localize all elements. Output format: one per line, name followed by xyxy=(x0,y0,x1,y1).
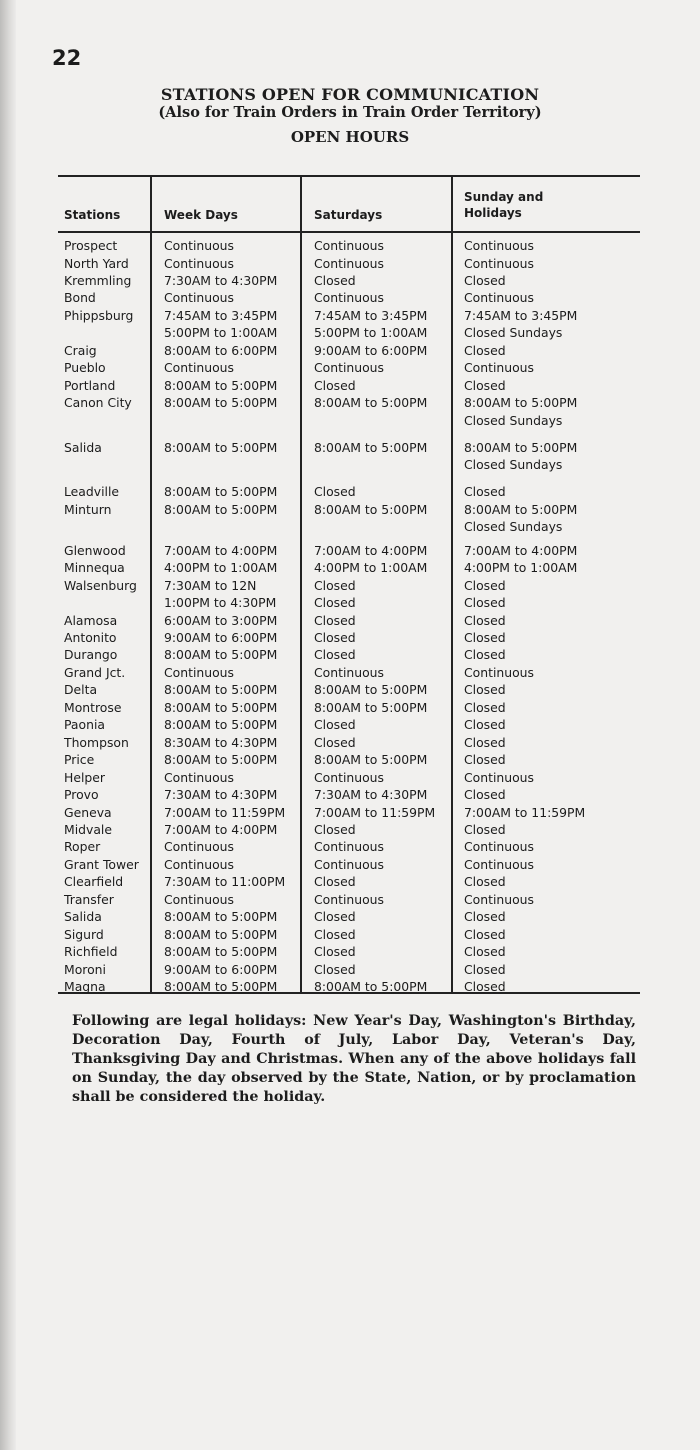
cell-station: Clearfield xyxy=(64,874,124,890)
table-row xyxy=(58,237,640,255)
cell-sunday-holidays: Continuous xyxy=(464,839,534,855)
table-row xyxy=(58,646,640,664)
cell-saturdays: 7:00AM to 11:59PM xyxy=(314,804,436,820)
cell-saturdays: Closed xyxy=(314,595,356,611)
cell-station: Minturn xyxy=(64,501,112,517)
cell-week-days: 6:00AM to 3:00PM xyxy=(164,612,278,628)
table-row xyxy=(58,699,640,717)
cell-week-days: 8:00AM to 5:00PM xyxy=(164,439,278,455)
cell-sunday-holidays: Closed xyxy=(464,822,506,838)
cell-sunday-holidays: Closed xyxy=(464,979,506,995)
cell-station: Grand Jct. xyxy=(64,664,126,680)
header-stations: Stations xyxy=(64,208,121,222)
cell-sunday-holidays: Closed xyxy=(464,342,506,358)
cell-sunday-holidays: Closed xyxy=(464,273,506,288)
cell-saturdays: Closed xyxy=(314,717,356,733)
cell-sunday-holidays: Closed xyxy=(464,787,506,803)
cell-week-days: 1:00PM to 4:30PM xyxy=(164,595,277,611)
cell-saturdays: 8:00AM to 5:00PM xyxy=(314,439,428,455)
cell-station: Midvale xyxy=(64,822,112,838)
cell-sunday-holidays: Closed Sundays xyxy=(464,325,563,341)
cell-saturdays: 7:00AM to 4:00PM xyxy=(314,542,428,558)
cell-saturdays: Closed xyxy=(314,944,356,960)
table-row xyxy=(58,873,640,891)
cell-week-days: 7:30AM to 12N xyxy=(164,577,257,593)
cell-week-days: 8:00AM to 5:00PM xyxy=(164,501,278,517)
table-row xyxy=(58,439,640,457)
cell-station: Portland xyxy=(64,377,116,393)
cell-saturdays: 8:00AM to 5:00PM xyxy=(314,752,428,768)
table-row xyxy=(58,734,640,752)
cell-station: Magna xyxy=(64,979,106,995)
cell-sunday-holidays: Continuous xyxy=(464,360,534,376)
table-row xyxy=(58,518,640,536)
cell-station: Provo xyxy=(64,787,99,803)
cell-week-days: 8:00AM to 5:00PM xyxy=(164,484,278,500)
cell-saturdays: 8:00AM to 5:00PM xyxy=(314,699,428,715)
cell-week-days: 5:00PM to 1:00AM xyxy=(164,325,278,341)
cell-station: Pueblo xyxy=(64,360,106,376)
cell-sunday-holidays: Closed xyxy=(464,734,506,750)
legal-holidays-note: Following are legal holidays: New Year's Day, Washington's Birthday, Decoration Day, Fourth of July, Labor Day, Veteran's Day, Thanksgiving Day and Christmas. When any of the above holidays fall on Sunday, the day observed by the State, Nation, or by proclamation shall be considered the holiday. xyxy=(72,1013,636,1105)
cell-sunday-holidays: Closed xyxy=(464,752,506,768)
cell-week-days: Continuous xyxy=(164,891,234,907)
cell-saturdays: Closed xyxy=(314,647,356,663)
cell-sunday-holidays: Continuous xyxy=(464,290,534,306)
cell-sunday-holidays: Closed Sundays xyxy=(464,457,563,473)
cell-station: Salida xyxy=(64,909,102,925)
cell-week-days: Continuous xyxy=(164,290,234,306)
cell-week-days: 8:30AM to 4:30PM xyxy=(164,734,278,750)
cell-saturdays: Closed xyxy=(314,961,356,977)
table-row xyxy=(58,542,640,560)
table-row xyxy=(58,324,640,342)
cell-sunday-holidays: Closed xyxy=(464,944,506,960)
cell-sunday-holidays: Closed xyxy=(464,926,506,942)
cell-sunday-holidays: Closed Sundays xyxy=(464,519,563,535)
table-row xyxy=(58,307,640,325)
cell-station: Prospect xyxy=(64,238,118,254)
cell-week-days: 7:45AM to 3:45PM xyxy=(164,307,278,323)
table-row xyxy=(58,501,640,519)
cell-week-days: 7:30AM to 11:00PM xyxy=(164,874,286,890)
cell-saturdays: Closed xyxy=(314,822,356,838)
cell-saturdays: Closed xyxy=(314,926,356,942)
cell-week-days: Continuous xyxy=(164,255,234,271)
cell-week-days: 4:00PM to 1:00AM xyxy=(164,560,278,576)
cell-sunday-holidays: Closed xyxy=(464,377,506,393)
cell-week-days: 8:00AM to 5:00PM xyxy=(164,926,278,942)
cell-station: Canon City xyxy=(64,395,132,411)
cell-station: Thompson xyxy=(64,734,129,750)
cell-station: Paonia xyxy=(64,717,105,733)
cell-week-days: 8:00AM to 5:00PM xyxy=(164,717,278,733)
cell-sunday-holidays: Continuous xyxy=(464,769,534,785)
cell-week-days: 7:30AM to 4:30PM xyxy=(164,273,278,288)
cell-saturdays: 8:00AM to 5:00PM xyxy=(314,979,428,995)
header-week-days: Week Days xyxy=(164,208,238,222)
cell-station: Glenwood xyxy=(64,542,126,558)
cell-sunday-holidays: Continuous xyxy=(464,891,534,907)
cell-week-days: 9:00AM to 6:00PM xyxy=(164,629,278,645)
cell-sunday-holidays: 7:00AM to 4:00PM xyxy=(464,542,578,558)
cell-station: Antonito xyxy=(64,629,117,645)
cell-sunday-holidays: Continuous xyxy=(464,664,534,680)
cell-station: Transfer xyxy=(64,891,114,907)
table-row xyxy=(58,821,640,839)
cell-sunday-holidays: Closed xyxy=(464,612,506,628)
page-number: 22 xyxy=(52,46,82,70)
cell-sunday-holidays: Closed xyxy=(464,874,506,890)
cell-saturdays: Closed xyxy=(314,874,356,890)
page-subtitle: (Also for Train Orders in Train Order Territory) xyxy=(158,104,542,121)
cell-sunday-holidays: Closed xyxy=(464,577,506,593)
cell-station: Leadville xyxy=(64,484,120,500)
cell-saturdays: Continuous xyxy=(314,769,384,785)
cell-week-days: Continuous xyxy=(164,664,234,680)
table-row xyxy=(58,456,640,474)
cell-week-days: Continuous xyxy=(164,839,234,855)
cell-sunday-holidays: Closed xyxy=(464,909,506,925)
cell-sunday-holidays: Continuous xyxy=(464,238,534,254)
table-top-rule xyxy=(58,175,640,177)
cell-sunday-holidays: Closed xyxy=(464,961,506,977)
cell-week-days: 8:00AM to 5:00PM xyxy=(164,647,278,663)
cell-saturdays: Closed xyxy=(314,273,356,288)
cell-station: Kremmling xyxy=(64,273,132,288)
open-hours-table xyxy=(58,175,640,995)
cell-sunday-holidays: 8:00AM to 5:00PM xyxy=(464,395,578,411)
table-row xyxy=(58,961,640,979)
cell-saturdays: Closed xyxy=(314,484,356,500)
cell-sunday-holidays: Closed xyxy=(464,647,506,663)
cell-saturdays: Continuous xyxy=(314,290,384,306)
cell-station: Richfield xyxy=(64,944,118,960)
table-row xyxy=(58,559,640,577)
table-row xyxy=(58,891,640,909)
cell-week-days: 8:00AM to 5:00PM xyxy=(164,979,278,995)
cell-sunday-holidays: 4:00PM to 1:00AM xyxy=(464,560,578,576)
table-row xyxy=(58,412,640,430)
cell-week-days: Continuous xyxy=(164,360,234,376)
cell-saturdays: Closed xyxy=(314,612,356,628)
cell-saturdays: Continuous xyxy=(314,891,384,907)
cell-saturdays: Closed xyxy=(314,377,356,393)
table-row xyxy=(58,629,640,647)
cell-saturdays: Closed xyxy=(314,734,356,750)
table-row xyxy=(58,804,640,822)
cell-saturdays: Continuous xyxy=(314,255,384,271)
cell-week-days: 8:00AM to 5:00PM xyxy=(164,395,278,411)
cell-week-days: 8:00AM to 5:00PM xyxy=(164,682,278,698)
table-row xyxy=(58,769,640,787)
cell-week-days: Continuous xyxy=(164,769,234,785)
cell-station: Price xyxy=(64,752,95,768)
table-header-rule xyxy=(58,231,640,233)
cell-sunday-holidays: Closed xyxy=(464,717,506,733)
cell-saturdays: Continuous xyxy=(314,238,384,254)
table-row xyxy=(58,838,640,856)
table-row xyxy=(58,255,640,273)
table-row xyxy=(58,394,640,412)
cell-station: Roper xyxy=(64,839,101,855)
cell-saturdays: 7:30AM to 4:30PM xyxy=(314,787,428,803)
page-title: STATIONS OPEN FOR COMMUNICATION xyxy=(160,85,540,104)
cell-sunday-holidays: Continuous xyxy=(464,255,534,271)
cell-station: North Yard xyxy=(64,255,129,271)
cell-station: Minnequa xyxy=(64,560,125,576)
cell-sunday-holidays: Closed xyxy=(464,484,506,500)
cell-week-days: 8:00AM to 5:00PM xyxy=(164,909,278,925)
table-row xyxy=(58,342,640,360)
cell-week-days: 8:00AM to 5:00PM xyxy=(164,944,278,960)
cell-sunday-holidays: 7:45AM to 3:45PM xyxy=(464,307,578,323)
header-sunday-holidays: Sunday and Holidays xyxy=(464,190,544,220)
section-heading: OPEN HOURS xyxy=(290,128,410,146)
cell-saturdays: 8:00AM to 5:00PM xyxy=(314,682,428,698)
cell-saturdays: Continuous xyxy=(314,360,384,376)
cell-saturdays: Continuous xyxy=(314,856,384,872)
cell-station: Salida xyxy=(64,439,102,455)
cell-week-days: Continuous xyxy=(164,238,234,254)
cell-station: Walsenburg xyxy=(64,577,137,593)
cell-week-days: 8:00AM to 5:00PM xyxy=(164,377,278,393)
table-row xyxy=(58,978,640,996)
cell-week-days: 7:00AM to 4:00PM xyxy=(164,542,278,558)
table-row xyxy=(58,577,640,595)
cell-station: Craig xyxy=(64,342,97,358)
page-binding-edge xyxy=(0,0,16,1450)
table-row xyxy=(58,483,640,501)
table-row xyxy=(58,272,640,290)
cell-sunday-holidays: Closed xyxy=(464,699,506,715)
cell-saturdays: 9:00AM to 6:00PM xyxy=(314,342,428,358)
table-row xyxy=(58,716,640,734)
cell-sunday-holidays: Closed xyxy=(464,682,506,698)
cell-sunday-holidays: 8:00AM to 5:00PM xyxy=(464,501,578,517)
table-row xyxy=(58,359,640,377)
cell-saturdays: 8:00AM to 5:00PM xyxy=(314,501,428,517)
cell-week-days: 8:00AM to 5:00PM xyxy=(164,699,278,715)
table-row xyxy=(58,751,640,769)
cell-saturdays: Closed xyxy=(314,909,356,925)
cell-sunday-holidays: Closed xyxy=(464,595,506,611)
cell-station: Montrose xyxy=(64,699,122,715)
table-row xyxy=(58,664,640,682)
table-row xyxy=(58,943,640,961)
cell-saturdays: 7:45AM to 3:45PM xyxy=(314,307,428,323)
cell-week-days: Continuous xyxy=(164,856,234,872)
cell-station: Helper xyxy=(64,769,105,785)
table-row xyxy=(58,926,640,944)
cell-week-days: 8:00AM to 5:00PM xyxy=(164,752,278,768)
cell-week-days: 7:00AM to 4:00PM xyxy=(164,822,278,838)
cell-saturdays: Continuous xyxy=(314,839,384,855)
cell-station: Durango xyxy=(64,647,118,663)
cell-sunday-holidays: 7:00AM to 11:59PM xyxy=(464,804,586,820)
cell-station: Sigurd xyxy=(64,926,104,942)
table-row xyxy=(58,856,640,874)
cell-station: Alamosa xyxy=(64,612,118,628)
table-row xyxy=(58,612,640,630)
cell-sunday-holidays: Continuous xyxy=(464,856,534,872)
table-row xyxy=(58,377,640,395)
cell-station: Delta xyxy=(64,682,98,698)
cell-week-days: 7:30AM to 4:30PM xyxy=(164,787,278,803)
cell-saturdays: Closed xyxy=(314,629,356,645)
cell-station: Bond xyxy=(64,290,96,306)
cell-saturdays: 4:00PM to 1:00AM xyxy=(314,560,428,576)
cell-saturdays: 8:00AM to 5:00PM xyxy=(314,395,428,411)
table-row xyxy=(58,681,640,699)
cell-station: Geneva xyxy=(64,804,112,820)
cell-station: Grant Tower xyxy=(64,856,139,872)
cell-sunday-holidays: Closed xyxy=(464,629,506,645)
cell-week-days: 7:00AM to 11:59PM xyxy=(164,804,286,820)
cell-saturdays: Continuous xyxy=(314,664,384,680)
table-row xyxy=(58,908,640,926)
header-saturdays: Saturdays xyxy=(314,208,383,222)
cell-sunday-holidays: 8:00AM to 5:00PM xyxy=(464,439,578,455)
table-row xyxy=(58,289,640,307)
table-row xyxy=(58,594,640,612)
cell-saturdays: 5:00PM to 1:00AM xyxy=(314,325,428,341)
cell-saturdays: Closed xyxy=(314,577,356,593)
cell-sunday-holidays: Closed Sundays xyxy=(464,412,563,428)
cell-station: Moroni xyxy=(64,961,106,977)
cell-week-days: 9:00AM to 6:00PM xyxy=(164,961,278,977)
cell-week-days: 8:00AM to 6:00PM xyxy=(164,342,278,358)
cell-station: Phippsburg xyxy=(64,307,134,323)
table-row xyxy=(58,786,640,804)
